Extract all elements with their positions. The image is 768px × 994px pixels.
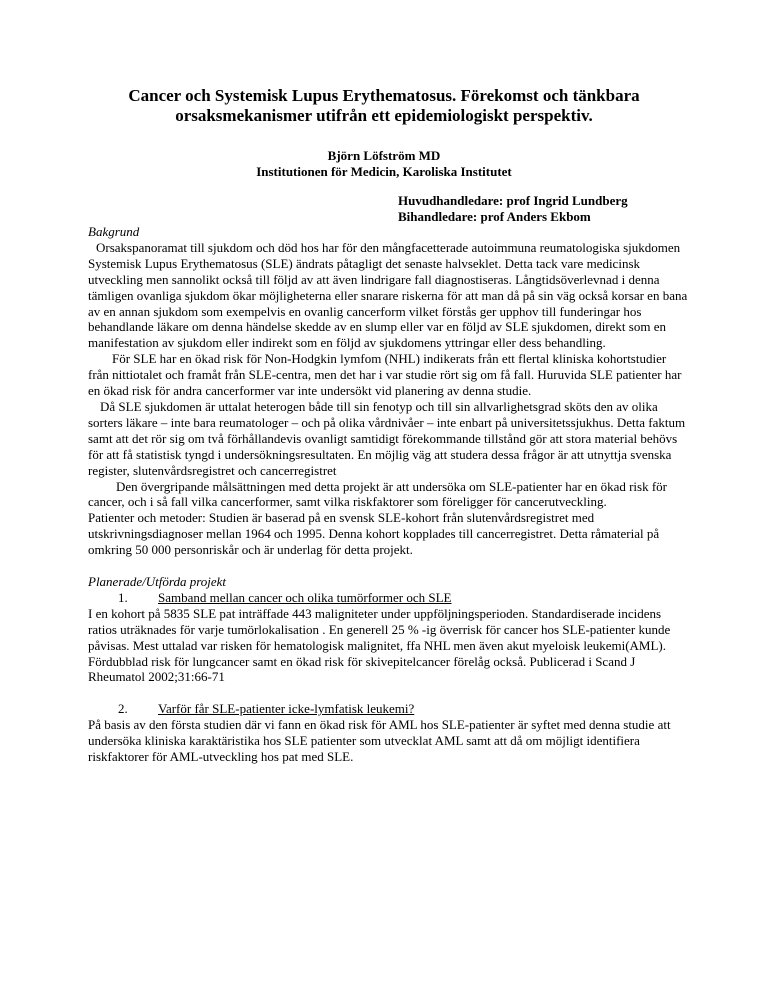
project-1-number: 1. (118, 589, 128, 605)
main-supervisor: Huvudhandledare: prof Ingrid Lundberg (398, 193, 628, 208)
background-paragraph-2: För SLE har en ökad risk för Non-Hodgkin lymfom (NHL) indikerats från ett flertal kliniska kohortstudier från nittiotalet och framåt från SLE-centra, men det har i var studie rört sig om få fall. Huruvida SLE patienter har en ökad risk för andra cancerformer var inte undersökt vid planering av denna studie. (88, 351, 682, 399)
author-block (60, 148, 708, 180)
title-line-2: orsaksmekanismer utifrån ett epidemiologiskt perspektiv. (175, 106, 593, 125)
project-1-title: Samband mellan cancer och olika tumörformer och SLE (158, 589, 452, 605)
background-heading: Bakgrund (88, 224, 140, 239)
document-body (88, 224, 688, 765)
co-supervisor: Bihandledare: prof Anders Ekbom (398, 209, 591, 224)
spacer (88, 685, 688, 701)
title-line-1: Cancer och Systemisk Lupus Erythematosus. Förekomst och tänkbara (128, 86, 640, 105)
spacer (88, 558, 688, 574)
projects-heading: Planerade/Utförda projekt (88, 574, 227, 590)
author-institution: Institutionen för Medicin, Karoliska Institutet (256, 164, 512, 179)
supervisors-block (398, 193, 628, 225)
background-paragraph-4: Den övergripande målsättningen med detta projekt är att undersöka om SLE-patienter har en ökad risk för cancer, och i så fall vilka cancerformer, samt vilka riskfaktorer som föreligger för cancerutveckling. (88, 478, 667, 510)
project-2-number: 2. (118, 701, 128, 717)
project-2-header (88, 701, 688, 717)
project-1-header (88, 590, 688, 606)
methods-paragraph: Patienter och metoder: Studien är baserad på en svensk SLE-kohort från slutenvårdsregistret med utskrivningsdiagnoser mellan 1964 och 1995. Denna kohort kopplades till cancerregistret. Detta råmaterial på omkring 50 000 personriskår och är underlag för detta projekt. (88, 510, 660, 558)
project-2-text: På basis av den första studien där vi fann en ökad risk för AML hos SLE-patienter är syftet med denna studie att undersöka kliniska karaktäristika hos SLE patienter som utvecklat AML samt att då om möjligt identifiera riskfaktorer för AML-utveckling hos pat med SLE. (88, 717, 671, 765)
author-name: Björn Löfström MD (327, 148, 441, 163)
background-paragraph-3: Då SLE sjukdomen är uttalat heterogen både till sin fenotyp och till sin allvarlighetsgrad sköts den av olika sorters läkare – inte bara reumatologer – och på olika vårdnivåer – inte enbart på universitetssjukhus. Detta faktum samt att det rör sig om två förhållandevis ovanligt samtidigt förekommande tillstånd gör att stora material behövs för att få statistisk tyngd i undersökningsresultaten. En möjlig väg att studera dessa frågor är att utnyttja svenska register, slutenvårdsregistret och cancerregistret (88, 398, 686, 478)
background-paragraph-1: Orsakspanoramat till sjukdom och död hos har för den mångfacetterade autoimmuna reumatologiska sjukdomen Systemisk Lupus Erythematosus (SLE) ändrats påtagligt det senaste halvseklet. Detta tack vare medicinsk utveckling men sannolikt också till följd av att även lindrigare fall diagnostiseras. Långtidsöverlevnad i denna tämligen ovanliga sjukdom ökar möjligheterna eller snarare riskerna för att man då på sin väg också korsar en bana av en annan sjukdom som exempelvis en ovanlig cancerform vilket förstås ger upphov till funderingar hos behandlande läkare om denna händelse skedde av en slump eller var en följd av SLE sjukdomen, direkt som en manifestation av sjukdom eller indirekt som en följd av sjukdomens yttringar eller dess behandling. (88, 239, 688, 351)
project-2-title: Varför får SLE-patienter icke-lymfatisk leukemi? (158, 701, 415, 717)
project-1-text: I en kohort på 5835 SLE pat inträffade 443 maligniteter under uppföljningsperioden. Standardiserade incidens ratios uträknades för varje tumörlokalisation . En generell 25 % -ig överrisk för cancer hos SLE-patienter kunde påvisas. Mest uttalad var risken för hematologisk malignitet, ffa NHL men även akut myeloisk leukemi(AML). Fördubblad risk för lungcancer samt en ökad risk för skivepitelcancer förelåg också. Publicerad i Scand J Rheumatol 2002;31:66-71 (88, 605, 671, 685)
document-title (60, 86, 708, 126)
